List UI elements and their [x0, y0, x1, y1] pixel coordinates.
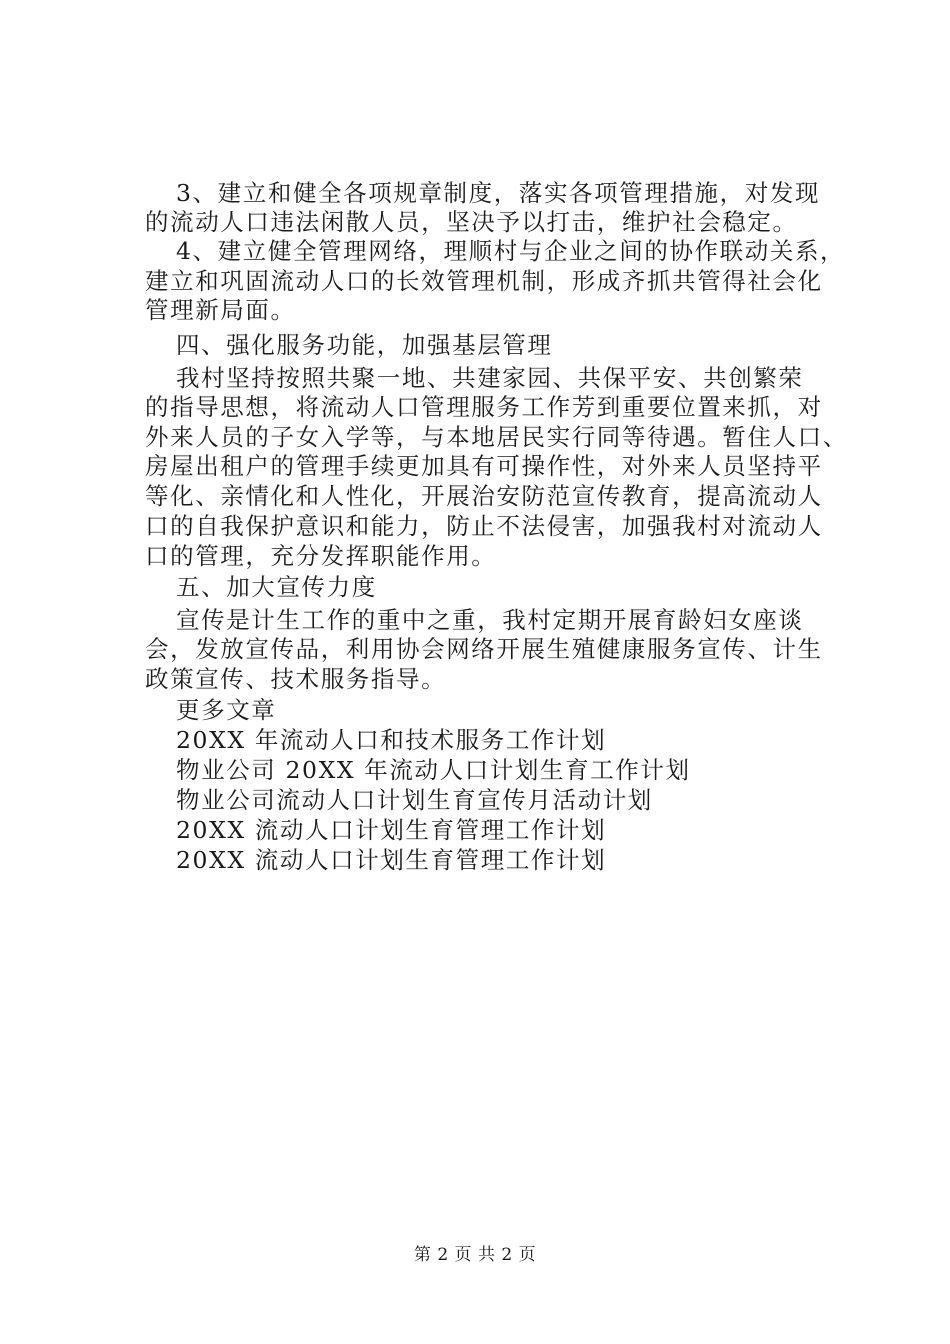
paragraph-line: 等化、亲情化和人性化，开展治安防范宣传教育，提高流动人 [145, 482, 823, 510]
related-article-link[interactable]: 物业公司流动人口计划生育宣传月活动计划 [176, 786, 653, 814]
paragraph-line: 建立和巩固流动人口的长效管理机制，形成齐抓共管得社会化 [145, 267, 823, 295]
section-heading: 五、加大宣传力度 [176, 573, 377, 601]
more-articles-heading: 更多文章 [176, 696, 277, 724]
paragraph-line: 的流动人口违法闲散人员，坚决予以打击，维护社会稳定。 [145, 208, 798, 236]
related-article-link[interactable]: 物业公司 20XX 年流动人口计划生育工作计划 [176, 756, 691, 784]
related-article-link[interactable]: 20XX 流动人口计划生育管理工作计划 [176, 816, 607, 844]
paragraph-line: 管理新局面。 [145, 296, 296, 324]
page-footer: 第 2 页 共 2 页 [413, 1245, 537, 1265]
paragraph-line: 的指导思想，将流动人口管理服务工作芳到重要位置来抓，对 [145, 393, 823, 421]
related-article-link[interactable]: 20XX 流动人口计划生育管理工作计划 [176, 846, 607, 874]
paragraph-line: 外来人员的子女入学等，与本地居民实行同等待遇。暂住人口、 [145, 423, 848, 451]
paragraph-line: 3、建立和健全各项规章制度，落实各项管理措施，对发现 [176, 179, 821, 207]
related-article-link[interactable]: 20XX 年流动人口和技术服务工作计划 [176, 726, 607, 754]
paragraph-line: 政策宣传、技术服务指导。 [145, 665, 447, 693]
paragraph-line: 我村坚持按照共聚一地、共建家园、共保平安、共创繁荣 [176, 364, 804, 392]
paragraph-line: 宣传是计生工作的重中之重，我村定期开展育龄妇女座谈 [176, 606, 804, 634]
paragraph-line: 房屋出租户的管理手续更加具有可操作性，对外来人员坚持平 [145, 452, 823, 480]
paragraph-line: 口的自我保护意识和能力，防止不法侵害，加强我村对流动人 [145, 512, 823, 540]
paragraph-line: 会，发放宣传品，利用协会网络开展生殖健康服务宣传、计生 [145, 635, 823, 663]
paragraph-line: 4、建立健全管理网络，理顺村与企业之间的协作联动关系， [176, 237, 846, 265]
section-heading: 四、强化服务功能，加强基层管理 [176, 331, 553, 359]
paragraph-line: 口的管理，充分发挥职能作用。 [145, 542, 497, 570]
